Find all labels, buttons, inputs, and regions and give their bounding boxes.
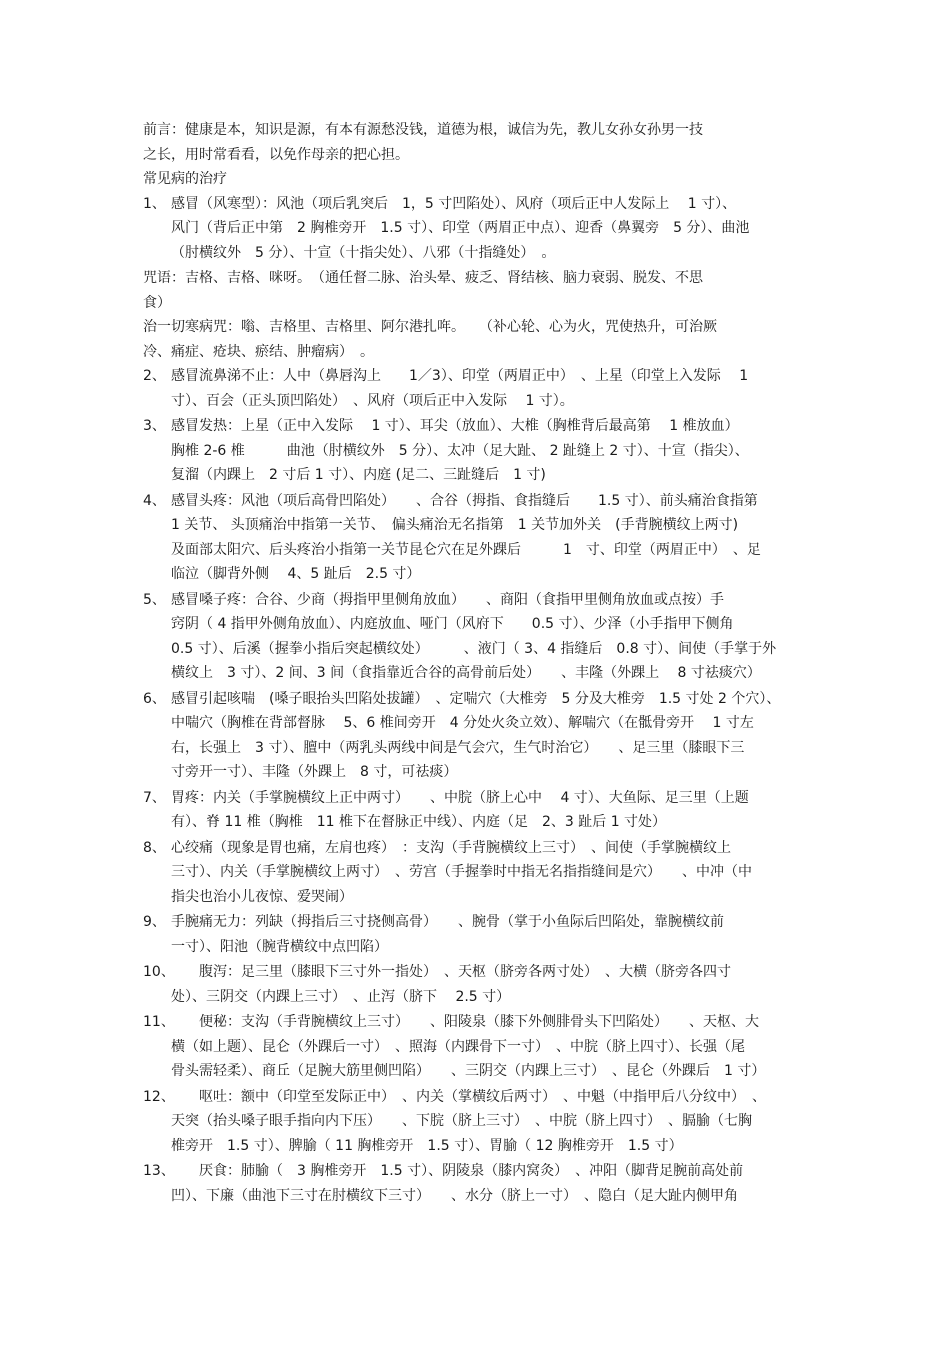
- treatment-item: [143, 910, 809, 959]
- item-number: 11、: [143, 1014, 175, 1030]
- item-number: 9、: [143, 914, 166, 930]
- item-number: 7、: [143, 789, 166, 806]
- preface-line: 前言：健康是本，知识是源，有本有源愁没钱，道德为根，诚信为先，教儿女孙女孙男一技: [143, 122, 703, 138]
- section-heading: 常见病的治疗: [143, 171, 227, 187]
- item-line: 感冒引起咳喘 (嗓子眼抬头凹陷处拔罐） 、定喘穴（大椎旁 5 分及大椎旁 1.5 寸处 2 个穴）、: [171, 690, 781, 707]
- treatment-item: [143, 786, 809, 835]
- item-line: 椎旁开 1.5 寸）、脾腧（ 11 胸椎旁开 1.5 寸）、胃腧（ 12 胸椎旁开 1.5 寸）: [171, 1137, 683, 1154]
- treatment-item: [143, 364, 809, 413]
- item-line: 一寸）、阳池（腕背横纹中点凹陷）: [171, 938, 388, 955]
- item-line: 厌食：肺腧（ 3 胸椎旁开 1.5 寸）、阴陵泉（膝内窝灸） 、冲阳（脚背足腕前高处前: [171, 1163, 744, 1179]
- item-line: 感冒嗓子疼：合谷、少商（拇指甲里侧角放血） 、商阳（食指甲里侧角放血或点按）手: [171, 591, 724, 608]
- item-line: 便秘：支沟（手背腕横纹上三寸） 、阳陵泉（膝下外侧腓骨头下凹陷处） 、天枢、大: [171, 1014, 759, 1030]
- item-text: [171, 192, 809, 266]
- item-text: [171, 960, 809, 1009]
- preface-line: 之长，用时常看看，以免作母亲的把心担。: [143, 146, 409, 163]
- mantra-line: 治一切寒病咒：嗡、吉格里、吉格里、阿尔港扎哖。 （补心轮、心为火，咒使热升，可治厥: [143, 319, 717, 335]
- item-text: [171, 588, 809, 686]
- item-line: （肘横纹外 5 分）、十宣（十指尖处）、八邪（十指缝处） 。: [171, 244, 556, 261]
- item-line: 寸旁开一寸）、丰隆（外踝上 8 寸，可祛痰）: [171, 764, 458, 780]
- item-text: [171, 910, 809, 959]
- item-text: [171, 687, 809, 785]
- item-line: 横纹上 3 寸）、2 间、3 间（食指靠近合谷的高骨前后处） 、丰隆（外踝上 8 寸祛痰穴）: [171, 665, 761, 681]
- treatment-item: [143, 960, 809, 1009]
- item-text: [171, 786, 809, 835]
- item-line: 1 关节、 头顶痛治中指第一关节、 偏头痛治无名指第 1 关节加外关 (手背腕横纹上两寸): [171, 517, 739, 533]
- item-line: 三寸）、内关（手掌腕横纹上两寸） 、劳宫（手握拳时中指无名指指缝间是穴） 、中冲（中: [171, 864, 752, 880]
- item-line: 风门（背后正中第 2 胸椎旁开 1.5 寸）、印堂（两眉正中点）、迎香（鼻翼旁 5 分）、曲池: [171, 220, 750, 236]
- item-line: 临泣（脚背外侧 4、5 趾后 2.5 寸）: [171, 566, 421, 582]
- item-number: 12、: [143, 1088, 175, 1105]
- item-text: [171, 1085, 809, 1159]
- item-line: 胃疼：内关（手掌腕横纹上正中两寸） 、中脘（脐上心中 4 寸）、大鱼际、足三里（上题: [171, 789, 749, 806]
- item-text: [171, 489, 809, 587]
- treatment-item: [143, 836, 809, 910]
- item-line: 手腕痛无力：列缺（拇指后三寸挠侧高骨） 、腕骨（掌于小鱼际后凹陷处，靠腕横纹前: [171, 914, 724, 930]
- item-line: 寸）、百会（正头顶凹陷处） 、风府（项后正中入发际 1 寸）。: [171, 392, 574, 409]
- item-number: 8、: [143, 839, 166, 856]
- treatment-item: [143, 414, 809, 488]
- item-number: 5、: [143, 591, 166, 608]
- item-line: 感冒（风寒型）：风池（项后乳突后 1，5 寸凹陷处）、风府（项后正中人发际上 1 寸）、: [171, 195, 737, 212]
- treatment-item: [143, 1085, 809, 1159]
- treatment-list: [143, 192, 809, 266]
- item-line: 指尖也治小儿夜惊、爱哭闹）: [171, 888, 353, 905]
- item-line: 处）、三阴交（内踝上三寸） 、止泻（脐下 2.5 寸）: [171, 988, 511, 1005]
- item-text: [171, 836, 809, 910]
- item-line: 感冒头疼：风池（项后高骨凹陷处） 、合谷（拇指、食指缝后 1.5 寸）、前头痛治食指第: [171, 492, 758, 509]
- item-line: 0.5 寸）、后溪（握拳小指后突起横纹处） 、液门（ 3、4 指缝后 0.8 寸）、间使（手掌于外: [171, 640, 777, 657]
- item-number: 4、: [143, 492, 166, 509]
- document-body: [143, 118, 809, 1209]
- item-line: 窍阴（ 4 指甲外侧角放血）、内庭放血、哑门（风府下 0.5 寸）、少泽（小手指甲下侧角: [171, 616, 734, 632]
- item-line: 骨头需轻柔）、商丘（足腕大筋里侧凹陷） 、三阴交（内踝上三寸） 、昆仑（外踝后 1 寸）: [171, 1063, 766, 1079]
- preface: [143, 118, 809, 192]
- item-text: [171, 414, 809, 488]
- treatment-item: [143, 1010, 809, 1084]
- item-line: 有）、脊 11 椎（胸椎 11 椎下在督脉正中线）、内庭（足 2、3 趾后 1 寸处）: [171, 814, 667, 830]
- item-text: [171, 1159, 809, 1208]
- item-line: 复溜（内踝上 2 寸后 1 寸）、内庭 (足二、三趾缝后 1 寸): [171, 467, 546, 483]
- item-number: 6、: [143, 690, 166, 707]
- mantra-line: 咒语：吉格、吉格、咪呀。 （通任督二脉、治头晕、疲乏、肾结核、脑力衰弱、脱发、不思: [143, 270, 703, 286]
- mantra-line: 食）: [143, 294, 171, 311]
- mantra-list: [143, 266, 809, 364]
- item-line: 中喘穴（胸椎在背部督脉 5、6 椎间旁开 4 分处火灸立效）、解喘穴（在骶骨旁开 1 寸左: [171, 715, 754, 731]
- mantra-paragraph: [143, 266, 809, 315]
- item-line: 心绞痛（现象是胃也痛，左肩也疼） ：支沟（手背腕横纹上三寸） 、间使（手掌腕横纹上: [171, 839, 731, 856]
- item-number: 13、: [143, 1163, 175, 1179]
- item-line: 感冒流鼻涕不止：人中（鼻唇沟上 1／3）、印堂（两眉正中） 、上星（印堂上入发际 1: [171, 368, 749, 384]
- item-number: 3、: [143, 418, 166, 434]
- item-line: 呕吐：额中（印堂至发际正中） 、内关（掌横纹后两寸） 、中魁（中指甲后八分纹中） 、: [171, 1088, 766, 1105]
- treatment-item: [143, 1159, 809, 1208]
- item-number: 1、: [143, 195, 166, 212]
- treatment-item: [143, 687, 809, 785]
- item-line: 胸椎 2-6 椎 曲池（肘横纹外 5 分）、太冲（足大趾、 2 趾缝上 2 寸）、十宣（指尖）、: [171, 442, 749, 459]
- item-number: 2、: [143, 368, 166, 384]
- item-text: [171, 1010, 809, 1084]
- item-line: 天突（抬头嗓子眼手指向内下压） 、下脘（脐上三寸） 、中脘（脐上四寸） 、膈腧（七胸: [171, 1113, 752, 1129]
- item-line: 感冒发热：上星（正中入发际 1 寸）、耳尖（放血）、大椎（胸椎背后最高第 1 椎放血）: [171, 418, 739, 434]
- item-line: 右，长强上 3 寸）、膻中（两乳头两线中间是气会穴，生气时治它） 、足三里（膝眼下三: [171, 739, 745, 756]
- item-line: 凹）、下廉（曲池下三寸在肘横纹下三寸） 、水分（脐上一寸） 、隐白（足大趾内侧甲角: [171, 1187, 738, 1204]
- mantra-paragraph: [143, 315, 809, 364]
- item-number: 10、: [143, 964, 175, 980]
- item-text: [171, 364, 809, 413]
- treatment-item: [143, 489, 809, 587]
- treatment-item: [143, 192, 809, 266]
- item-line: 及面部太阳穴、后头疼治小指第一关节昆仑穴在足外踝后 1 寸、印堂（两眉正中） 、足: [171, 541, 761, 558]
- treatment-item: [143, 588, 809, 686]
- item-line: 腹泻：足三里（膝眼下三寸外一指处） 、天枢（脐旁各两寸处） 、大横（脐旁各四寸: [171, 964, 731, 980]
- treatment-list: [143, 364, 809, 1208]
- mantra-line: 冷、痛症、疮块、瘀结、肿瘤病） 。: [143, 343, 374, 360]
- item-line: 横（如上题）、昆仑（外踝后一寸） 、照海（内踝骨下一寸） 、中脘（脐上四寸）、长强（尾: [171, 1038, 745, 1055]
